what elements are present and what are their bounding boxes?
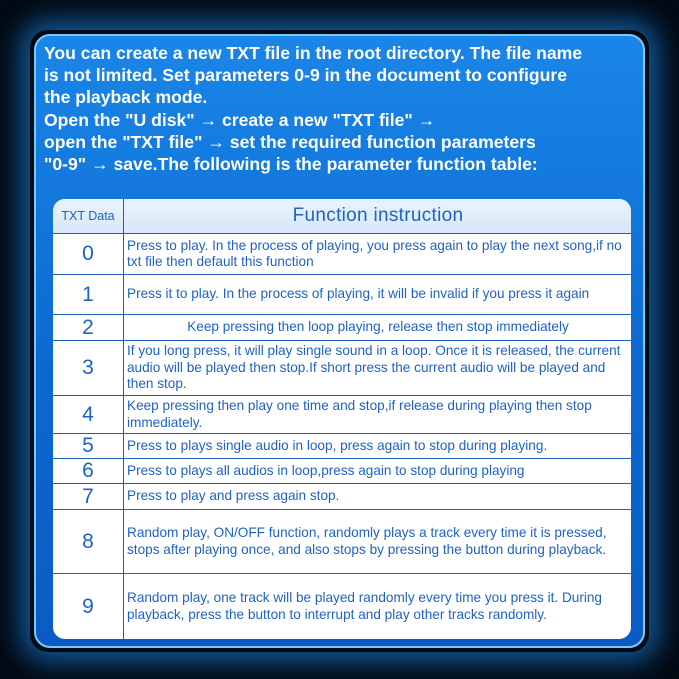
row-function-text: Random play, one track will be played randomly every time you press it. During playback, press the button to interrupt and play other tracks randomly. xyxy=(127,590,602,622)
intro-line: is not limited. Set parameters 0-9 in the document to configure xyxy=(44,65,568,86)
table-row xyxy=(53,434,631,459)
intro-line: You can create a new TXT file in the root directory. The file name xyxy=(44,43,583,63)
table-row xyxy=(53,510,631,574)
row-txt-data: 7 xyxy=(53,484,124,509)
row-txt-data: 3 xyxy=(53,341,124,395)
row-txt-data: 2 xyxy=(53,315,124,340)
intro-text xyxy=(44,42,644,175)
table-row xyxy=(53,315,631,341)
table-row xyxy=(53,341,631,396)
row-txt-data: 5 xyxy=(53,434,124,458)
table-row xyxy=(53,574,631,639)
parameter-function-table xyxy=(53,199,631,639)
intro-line: open the "TXT file" → set the required function parameters xyxy=(44,131,536,152)
row-function-text: Keep pressing then play one time and stop,if release during playing then stop immediately. xyxy=(127,398,592,430)
row-function-text: Press to play. In the process of playing, you press again to play the next song,if no txt file then default this function xyxy=(127,237,622,269)
row-function-text: Press to plays single audio in loop, press again to stop during playing. xyxy=(127,437,548,453)
table-row xyxy=(53,275,631,315)
row-function-text: Keep pressing then loop playing, release then stop immediately xyxy=(187,319,569,335)
row-txt-data: 8 xyxy=(53,510,124,573)
table-row xyxy=(53,484,631,510)
table-row xyxy=(53,234,631,275)
row-function-text: Random play, ON/OFF function, randomly plays a track every time it is pressed, stops after playing once, and also stops by pressing the button during playback. xyxy=(127,525,607,557)
row-txt-data: 4 xyxy=(53,396,124,433)
header-function-instruction: Function instruction xyxy=(292,205,464,226)
row-txt-data: 9 xyxy=(53,574,124,639)
intro-line: Open the "U disk" → create a new "TXT file" → xyxy=(44,109,436,130)
intro-line: the playback mode. xyxy=(44,87,208,108)
row-function-text: If you long press, it will play single sound in a loop. Once it is released, the current audio will be played then stop.If short press the current audio will be played and then stop. xyxy=(127,343,621,392)
table-row xyxy=(53,396,631,434)
table-header xyxy=(53,199,631,234)
header-txt-data: TXT Data xyxy=(53,199,124,233)
table-row xyxy=(53,459,631,484)
row-txt-data: 0 xyxy=(53,234,124,274)
row-function-text: Press to play and press again stop. xyxy=(127,488,340,504)
row-txt-data: 1 xyxy=(53,275,124,314)
row-txt-data: 6 xyxy=(53,459,124,483)
intro-line: "0-9" → save.The following is the parameter function table: xyxy=(44,154,538,175)
row-function-text: Press to plays all audios in loop,press again to stop during playing xyxy=(127,462,525,478)
row-function-text: Press it to play. In the process of playing, it will be invalid if you press it again xyxy=(127,286,590,302)
